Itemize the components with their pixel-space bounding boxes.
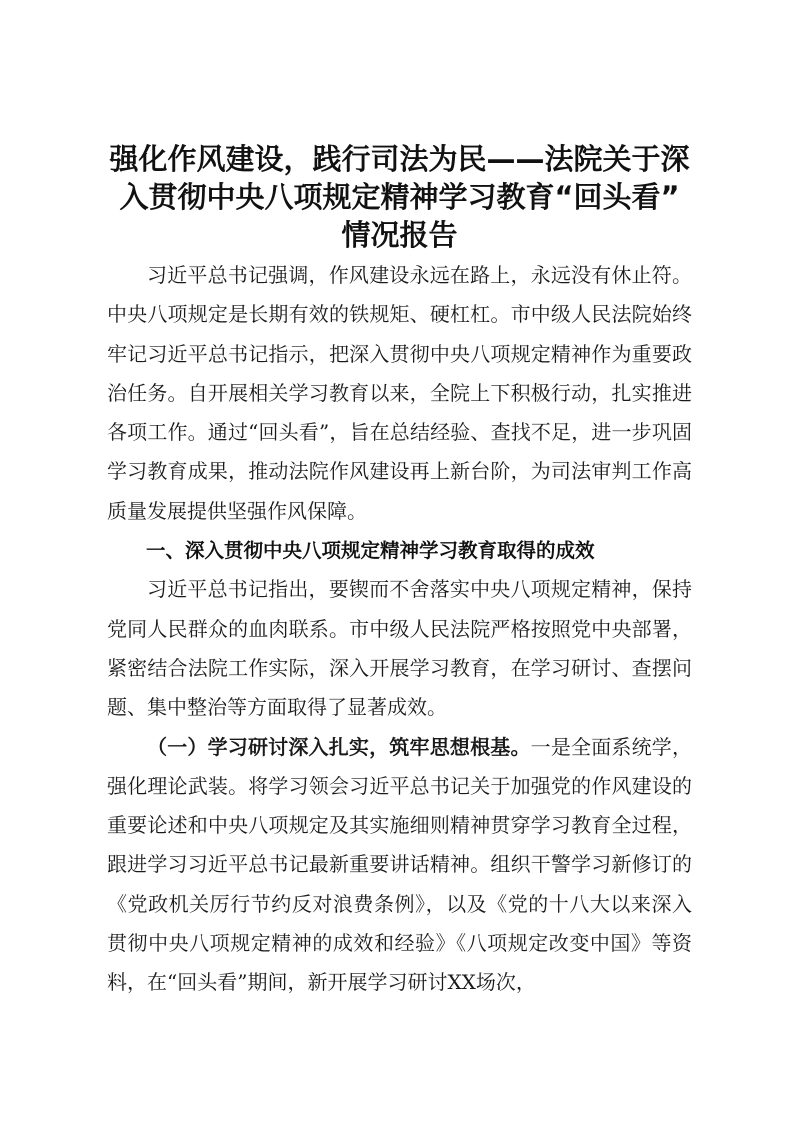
title-line-3: 情况报告 (341, 218, 458, 252)
subsection-1-body: 一是全面系统学，强化理论武装。将学习领会习近平总书记关于加强党的作风建设的重要论述和中央八项规定及其实施细则精神贯穿学习教育全过程，跟进学习习近平总书记最新重要讲话精神。组织干警学习新修订的《党政机关厉行节约反对浪费条例》，以及《党的十八大以来深入贯彻中央八项规定精神的成效和经验》《八项规定改变中国》等资料，在“回头看”期间，新开展学习研讨XX场次， (107, 734, 693, 995)
section-heading-1: 一、深入贯彻中央八项规定精神学习教育取得的成效 (146, 539, 595, 563)
section-1-paragraph: 习近平总书记指出，要锲而不舍落实中央八项规定精神，保持党同人民群众的血肉联系。市中级人民法院严格按照党中央部署，紧密结合法院工作实际，深入开展学习教育，在学习研讨、查摆问题、集中整治等方面取得了显著成效。 (107, 577, 692, 720)
intro-paragraph: 习近平总书记强调，作风建设永远在路上，永远没有休止符。中央八项规定是长期有效的铁规矩、硬杠杠。市中级人民法院始终牢记习近平总书记指示，把深入贯彻中央八项规定精神作为重要政治任务。自开展相关学习教育以来，全院上下积极行动，扎实推进各项工作。通过“回头看”，旨在总结经验、查找不足，进一步巩固学习教育成果，推动法院作风建设再上新台阶，为司法审判工作高质量发展提供坚强作风保障。 (107, 263, 692, 523)
subsection-1-paragraph (107, 728, 692, 1003)
title-line-2: 入贯彻中央八项规定精神学习教育“回头看” (119, 180, 680, 214)
document-body (107, 140, 692, 1003)
title-line-1: 强化作风建设，践行司法为民——法院关于深 (109, 142, 690, 176)
subsection-1-heading: （一）学习研讨深入扎实，筑牢思想根基。 (147, 734, 531, 759)
document-title (107, 140, 692, 254)
